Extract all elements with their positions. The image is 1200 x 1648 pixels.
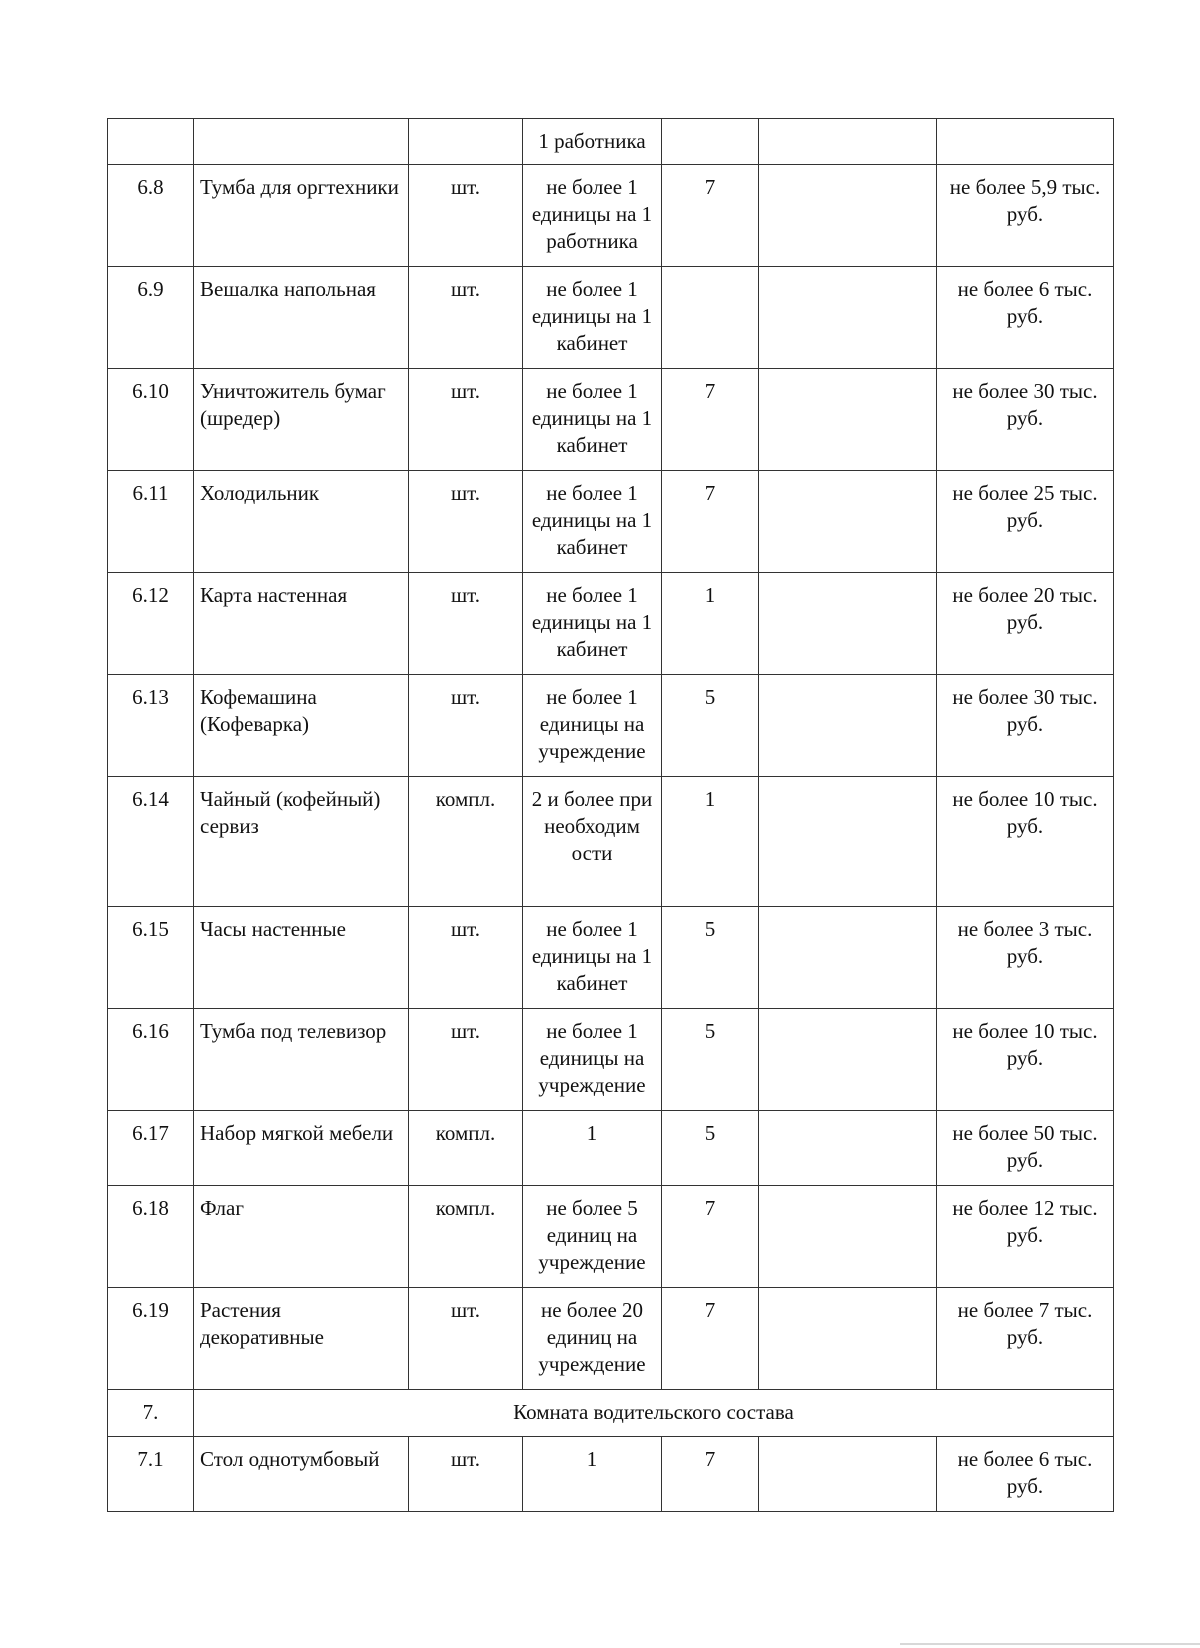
service-life-cell <box>662 573 759 675</box>
unit-text: компл. <box>435 1196 496 1220</box>
service-life-cell <box>662 471 759 573</box>
price-text: не более 30 тыс. руб. <box>952 379 1098 430</box>
unit-text: шт. <box>450 1447 481 1471</box>
unit-text: шт. <box>450 175 481 199</box>
quantity-cell <box>523 907 662 1009</box>
quantity-text: 1 работника <box>538 129 646 153</box>
unit-cell <box>409 907 523 1009</box>
unit-cell <box>409 267 523 369</box>
quantity-cell <box>523 119 662 165</box>
item-name-text: Карта настенная <box>200 583 348 607</box>
quantity-text: не более 1 единицы на 1 работника <box>531 175 653 253</box>
table-row <box>108 1111 1114 1186</box>
unit-cell <box>409 1186 523 1288</box>
item-name-text: Уничтожитель бумаг (шредер) <box>200 379 386 430</box>
quantity-text: не более 5 единиц на учреждение <box>538 1196 646 1274</box>
table-row <box>108 1186 1114 1288</box>
unit-cell <box>409 369 523 471</box>
item-number-text: 6.12 <box>132 583 169 607</box>
item-name-text: Часы настенные <box>200 917 346 941</box>
quantity-text: не более 1 единицы на 1 кабинет <box>531 917 653 995</box>
item-number-cell <box>108 1288 194 1390</box>
price-text: не более 50 тыс. руб. <box>952 1121 1098 1172</box>
quantity-cell <box>523 573 662 675</box>
scan-edge <box>900 1643 1200 1645</box>
item-name-cell <box>194 471 409 573</box>
norms-table <box>107 118 1114 1512</box>
section-title-cell <box>194 1390 1114 1437</box>
quantity-cell <box>523 1111 662 1186</box>
price-cell <box>937 1111 1114 1186</box>
unit-text: шт. <box>450 1298 481 1322</box>
service-life-cell <box>662 1009 759 1111</box>
table-row <box>108 119 1114 165</box>
item-number-text: 6.11 <box>132 481 169 505</box>
unit-text: шт. <box>450 583 481 607</box>
item-number-text: 6.14 <box>132 787 169 811</box>
item-number-cell <box>108 165 194 267</box>
empty-cell <box>759 675 937 777</box>
unit-text: шт. <box>450 277 481 301</box>
empty-cell <box>759 119 937 165</box>
table-row <box>108 777 1114 907</box>
item-number-cell <box>108 1186 194 1288</box>
item-number-text: 6.13 <box>132 685 169 709</box>
quantity-cell <box>523 165 662 267</box>
item-name-text: Холодильник <box>200 481 320 505</box>
item-name-cell <box>194 1288 409 1390</box>
service-life-text: 7 <box>704 481 716 505</box>
price-cell <box>937 675 1114 777</box>
price-text: не более 30 тыс. руб. <box>952 685 1098 736</box>
price-cell <box>937 573 1114 675</box>
item-name-text: Чайный (кофейный) сервиз <box>200 787 381 838</box>
item-number-cell <box>108 777 194 907</box>
quantity-text: не более 1 единицы на 1 кабинет <box>531 277 653 355</box>
service-life-text: 5 <box>704 1019 716 1043</box>
price-cell <box>937 777 1114 907</box>
service-life-text: 5 <box>704 1121 716 1145</box>
price-text: не более 10 тыс. руб. <box>952 787 1098 838</box>
quantity-cell <box>523 777 662 907</box>
service-life-text: 1 <box>704 583 716 607</box>
table-row <box>108 907 1114 1009</box>
item-number-cell <box>108 1437 194 1512</box>
item-number-cell <box>108 471 194 573</box>
item-number-cell <box>108 369 194 471</box>
item-name-text: Набор мягкой мебели <box>200 1121 394 1145</box>
service-life-cell <box>662 369 759 471</box>
empty-cell <box>759 471 937 573</box>
empty-cell <box>759 1288 937 1390</box>
price-cell <box>937 1186 1114 1288</box>
item-number-cell <box>108 573 194 675</box>
service-life-cell <box>662 675 759 777</box>
quantity-text: 1 <box>586 1121 598 1145</box>
empty-cell <box>759 267 937 369</box>
item-number-text: 6.17 <box>132 1121 169 1145</box>
service-life-text: 1 <box>704 787 716 811</box>
item-name-cell <box>194 573 409 675</box>
empty-cell <box>759 1111 937 1186</box>
unit-cell <box>409 119 523 165</box>
item-name-text: Кофемашина (Кофеварка) <box>200 685 317 736</box>
item-name-cell <box>194 1437 409 1512</box>
unit-cell <box>409 1111 523 1186</box>
service-life-text: 7 <box>704 175 716 199</box>
item-name-cell <box>194 1186 409 1288</box>
price-cell <box>937 369 1114 471</box>
unit-text: компл. <box>435 787 496 811</box>
norms-table-body <box>108 119 1114 1512</box>
unit-text: шт. <box>450 1019 481 1043</box>
table-row <box>108 369 1114 471</box>
service-life-cell <box>662 1186 759 1288</box>
quantity-cell <box>523 471 662 573</box>
item-name-text: Растения декоративные <box>200 1298 324 1349</box>
price-cell <box>937 267 1114 369</box>
service-life-text: 5 <box>704 917 716 941</box>
section-number-cell <box>108 1390 194 1437</box>
quantity-text: не более 1 единицы на 1 кабинет <box>531 379 653 457</box>
unit-cell <box>409 573 523 675</box>
item-number-text: 6.16 <box>132 1019 169 1043</box>
empty-cell <box>759 369 937 471</box>
section-title: Комната водительского состава <box>513 1400 794 1424</box>
price-text: не более 25 тыс. руб. <box>952 481 1098 532</box>
item-number-text: 6.18 <box>132 1196 169 1220</box>
item-name-cell <box>194 777 409 907</box>
service-life-cell <box>662 907 759 1009</box>
price-cell <box>937 1009 1114 1111</box>
item-name-text: Стол однотумбовый <box>200 1447 380 1471</box>
unit-cell <box>409 1288 523 1390</box>
table-row <box>108 267 1114 369</box>
service-life-cell <box>662 1437 759 1512</box>
item-number-text: 6.8 <box>137 175 164 199</box>
unit-cell <box>409 1009 523 1111</box>
item-name-text: Тумба для оргтехники <box>200 175 399 199</box>
quantity-cell <box>523 1437 662 1512</box>
quantity-text: не более 1 единицы на 1 кабинет <box>531 583 653 661</box>
quantity-cell <box>523 1186 662 1288</box>
item-number-cell <box>108 1111 194 1186</box>
quantity-cell <box>523 1288 662 1390</box>
unit-cell <box>409 471 523 573</box>
table-row <box>108 1288 1114 1390</box>
price-cell <box>937 1288 1114 1390</box>
unit-cell <box>409 165 523 267</box>
quantity-text: не более 1 единицы на 1 кабинет <box>531 481 653 559</box>
table-row <box>108 1437 1114 1512</box>
price-cell <box>937 907 1114 1009</box>
item-number-cell <box>108 907 194 1009</box>
service-life-cell <box>662 1111 759 1186</box>
price-text: не более 7 тыс. руб. <box>957 1298 1093 1349</box>
item-number-cell <box>108 1009 194 1111</box>
table-row <box>108 1009 1114 1111</box>
item-name-cell <box>194 1111 409 1186</box>
price-text: не более 10 тыс. руб. <box>952 1019 1098 1070</box>
service-life-cell <box>662 267 759 369</box>
quantity-cell <box>523 1009 662 1111</box>
price-text: не более 3 тыс. руб. <box>957 917 1093 968</box>
table-row <box>108 573 1114 675</box>
empty-cell <box>759 573 937 675</box>
price-cell <box>937 165 1114 267</box>
quantity-cell <box>523 369 662 471</box>
item-name-cell <box>194 119 409 165</box>
item-name-text: Вешалка напольная <box>200 277 376 301</box>
item-name-cell <box>194 675 409 777</box>
price-text: не более 5,9 тыс. руб. <box>949 175 1101 226</box>
item-name-cell <box>194 907 409 1009</box>
unit-text: шт. <box>450 917 481 941</box>
quantity-text: не более 20 единиц на учреждение <box>538 1298 646 1376</box>
unit-cell <box>409 777 523 907</box>
empty-cell <box>759 907 937 1009</box>
unit-text: шт. <box>450 379 481 403</box>
unit-text: компл. <box>435 1121 496 1145</box>
quantity-text: не более 1 единицы на учреждение <box>538 1019 646 1097</box>
item-number-text: 6.9 <box>137 277 164 301</box>
table-row <box>108 471 1114 573</box>
section-number: 7. <box>142 1400 159 1424</box>
quantity-cell <box>523 267 662 369</box>
service-life-text: 7 <box>704 379 716 403</box>
item-number-cell <box>108 119 194 165</box>
empty-cell <box>759 777 937 907</box>
price-text: не более 6 тыс. руб. <box>957 277 1093 328</box>
item-number-text: 6.19 <box>132 1298 169 1322</box>
item-name-cell <box>194 267 409 369</box>
empty-cell <box>759 1437 937 1512</box>
service-life-text: 7 <box>704 1447 716 1471</box>
item-number-text: 7.1 <box>137 1447 164 1471</box>
unit-text: шт. <box>450 685 481 709</box>
item-number-text: 6.15 <box>132 917 169 941</box>
quantity-cell <box>523 675 662 777</box>
price-text: не более 6 тыс. руб. <box>957 1447 1093 1498</box>
item-number-text: 6.10 <box>132 379 169 403</box>
price-cell <box>937 471 1114 573</box>
unit-cell <box>409 1437 523 1512</box>
quantity-text: 1 <box>586 1447 598 1471</box>
item-name-text: Тумба под телевизор <box>200 1019 387 1043</box>
item-name-cell <box>194 369 409 471</box>
unit-text: шт. <box>450 481 481 505</box>
price-text: не более 20 тыс. руб. <box>952 583 1098 634</box>
service-life-text: 7 <box>704 1196 716 1220</box>
quantity-text: не более 1 единицы на учреждение <box>538 685 646 763</box>
empty-cell <box>759 1186 937 1288</box>
empty-cell <box>759 165 937 267</box>
service-life-cell <box>662 777 759 907</box>
service-life-cell <box>662 165 759 267</box>
table-row <box>108 675 1114 777</box>
empty-cell <box>759 1009 937 1111</box>
service-life-text: 7 <box>704 1298 716 1322</box>
service-life-cell <box>662 119 759 165</box>
service-life-cell <box>662 1288 759 1390</box>
price-text: не более 12 тыс. руб. <box>952 1196 1098 1247</box>
section-row <box>108 1390 1114 1437</box>
quantity-text: 2 и более при необходим ости <box>531 787 653 865</box>
table-row <box>108 165 1114 267</box>
service-life-text: 5 <box>704 685 716 709</box>
item-name-cell <box>194 165 409 267</box>
item-name-text: Флаг <box>200 1196 244 1220</box>
price-cell <box>937 119 1114 165</box>
item-name-cell <box>194 1009 409 1111</box>
price-cell <box>937 1437 1114 1512</box>
unit-cell <box>409 675 523 777</box>
item-number-cell <box>108 267 194 369</box>
item-number-cell <box>108 675 194 777</box>
